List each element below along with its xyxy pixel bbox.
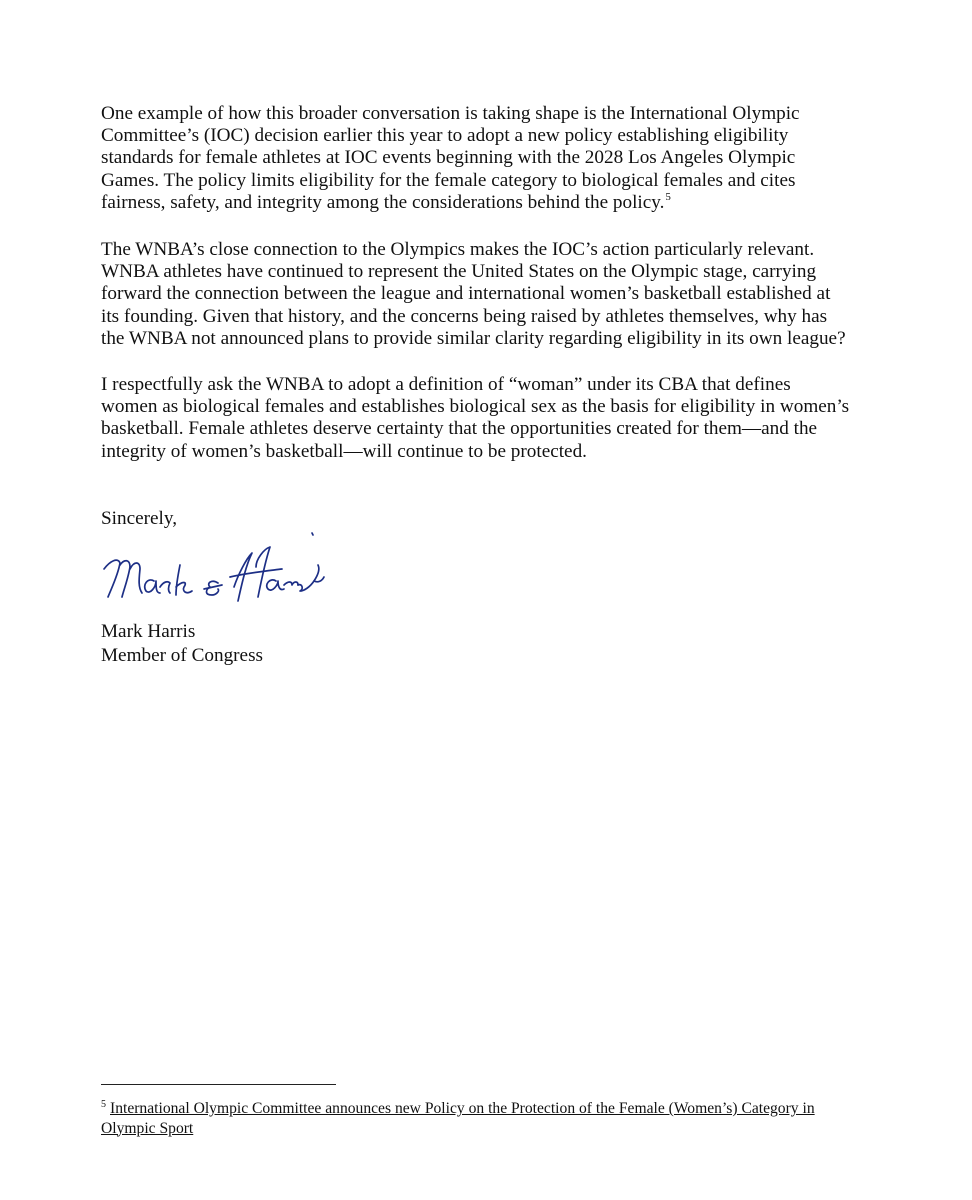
signer-name: Mark Harris: [101, 621, 196, 642]
footnote-line: [101, 1119, 881, 1139]
paragraph-line: Games. The policy limits eligibility for the female category to biological females and cites: [101, 169, 796, 191]
paragraph-line: One example of how this broader conversation is taking shape is the International Olympic: [101, 103, 800, 124]
footnote-link[interactable]: Olympic Sport: [101, 1119, 194, 1137]
paragraph-line: standards for female athletes at IOC events beginning with the 2028 Los Angeles Olympic: [101, 147, 796, 169]
paragraph-line: fairness, safety, and integrity among the considerations behind the policy.: [101, 191, 665, 213]
closing-salutation: Sincerely,: [101, 508, 178, 529]
footnote-link[interactable]: International Olympic Committee announces new Policy on the Protection of the Female (Women’s) Category in: [110, 1100, 815, 1117]
paragraph-line: women as biological females and establishes biological sex as the basis for eligibility in women’s: [101, 396, 850, 418]
paragraph-line: The WNBA’s close connection to the Olympics makes the IOC’s action particularly relevant.: [101, 239, 815, 260]
paragraph-line-with-footnote: [101, 192, 876, 214]
paragraph-line: the WNBA not announced plans to provide similar clarity regarding eligibility in its own league?: [101, 327, 846, 349]
paragraph-line: integrity of women’s basketball—will continue to be protected.: [101, 440, 587, 462]
footnote-reference: 5: [665, 191, 671, 204]
paragraph-line: basketball. Female athletes deserve certainty that the opportunities created for them—and the: [101, 418, 818, 440]
paragraph-line: WNBA athletes have continued to represent the United States on the Olympic stage, carrying: [101, 261, 817, 283]
paragraph-line: Committee’s (IOC) decision earlier this year to adopt a new policy establishing eligibility: [101, 125, 789, 147]
paragraph-line: its founding. Given that history, and the concerns being raised by athletes themselves, why has: [101, 305, 828, 327]
footnote: [101, 1099, 881, 1138]
paragraph-line: I respectfully ask the WNBA to adopt a definition of “woman” under its CBA that defines: [101, 374, 791, 395]
paragraph-line: forward the connection between the league and international women’s basketball established at: [101, 283, 831, 305]
handwritten-signature: [96, 525, 328, 617]
paragraph-ioc-policy: [101, 103, 876, 214]
footnote-separator: [101, 1084, 336, 1085]
footnote-number: 5: [101, 1098, 106, 1110]
signer-title: Member of Congress: [101, 645, 263, 666]
footnote-line: [101, 1099, 881, 1119]
paragraph-request: [101, 374, 876, 463]
signature-block: [101, 620, 263, 668]
paragraph-wnba-olympics: [101, 239, 876, 350]
